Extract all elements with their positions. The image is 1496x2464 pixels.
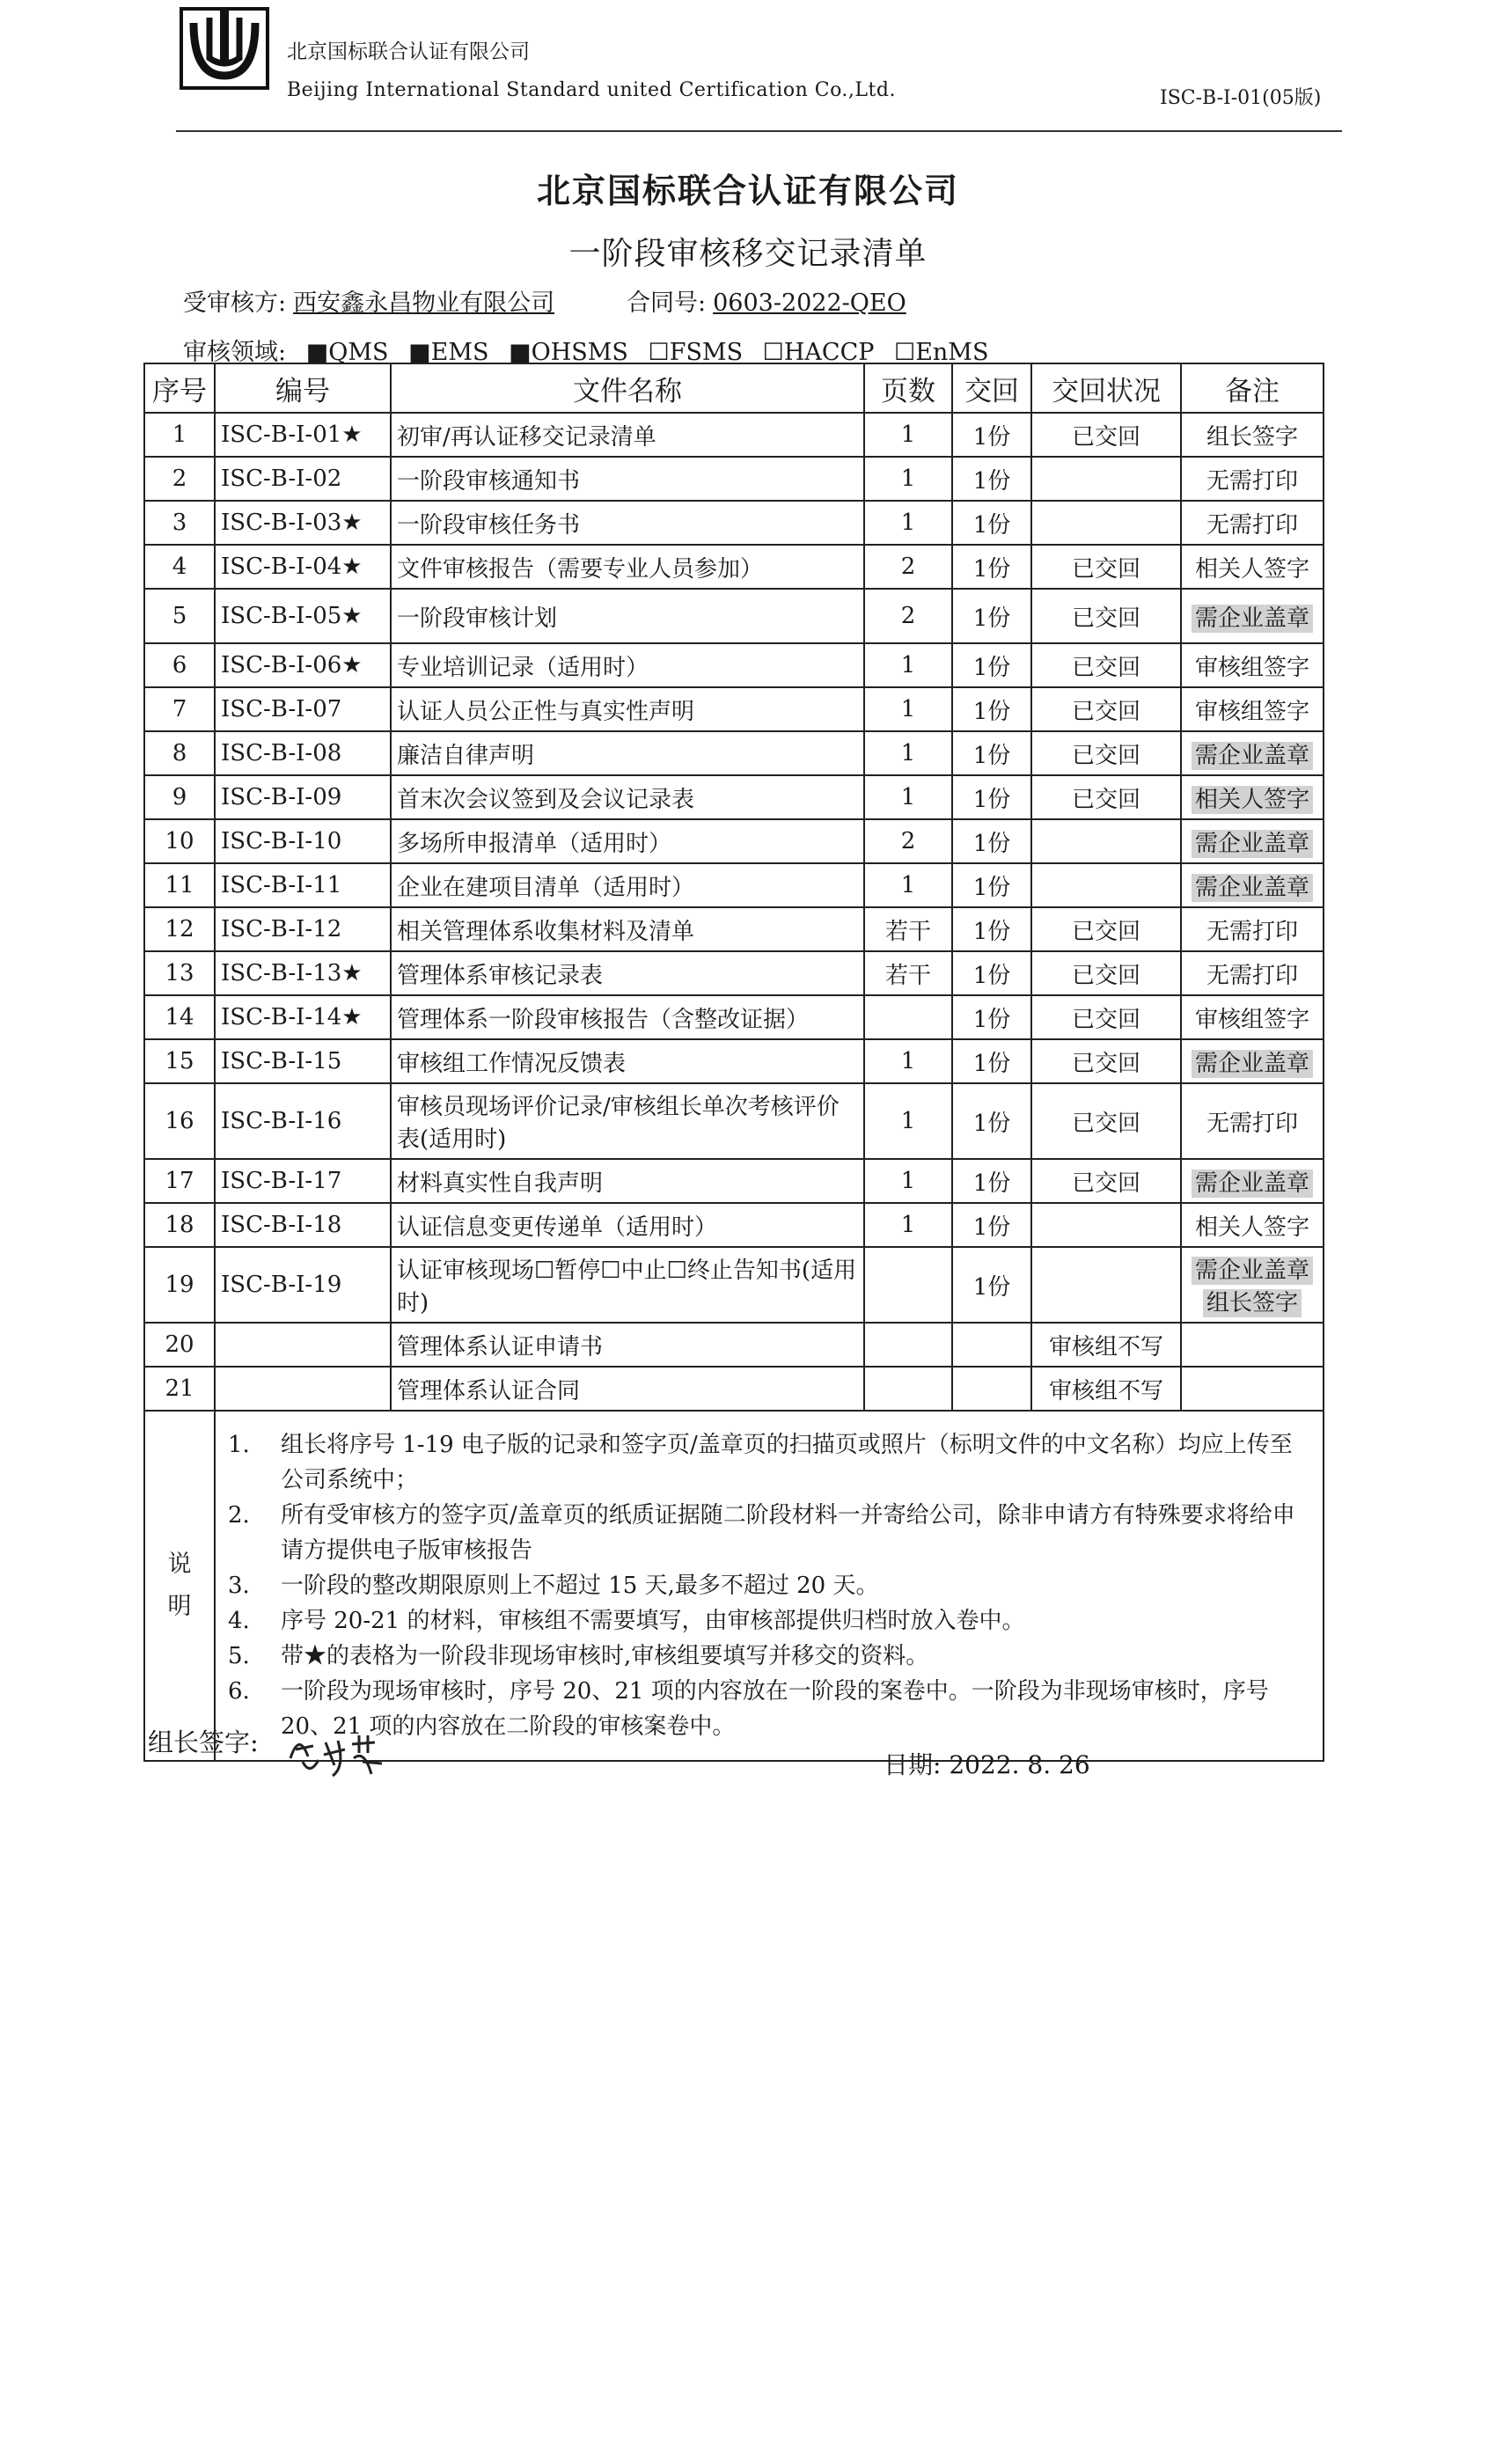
row-pages: 若干 [864, 907, 952, 951]
row-number: 14 [144, 995, 215, 1039]
row-file-name: 文件审核报告（需要专业人员参加） [391, 545, 864, 589]
date-field [884, 1746, 1090, 1781]
row-return [952, 1367, 1031, 1411]
note-item [228, 1568, 1310, 1603]
row-number: 21 [144, 1367, 215, 1411]
row-code: ISC-B-I-02 [215, 457, 391, 501]
row-remark [1181, 1247, 1324, 1323]
row-number: 18 [144, 1203, 215, 1247]
row-code [215, 1323, 391, 1367]
note-number: 4. [228, 1608, 250, 1634]
row-status: 已交回 [1031, 643, 1181, 687]
row-status: 审核组不写 [1031, 1323, 1181, 1367]
row-code: ISC-B-I-18 [215, 1203, 391, 1247]
row-code: ISC-B-I-06★ [215, 643, 391, 687]
domain-haccp: ☐HACCP [762, 339, 875, 366]
leader-sign-label: 组长签字: [148, 1727, 259, 1757]
note-number: 2. [228, 1502, 250, 1529]
note-text: 一阶段的整改期限原则上不超过 15 天,最多不超过 20 天。 [281, 1573, 879, 1599]
row-status [1031, 1247, 1181, 1323]
row-pages: 1 [864, 643, 952, 687]
row-remark [1181, 995, 1324, 1039]
row-code: ISC-B-I-14★ [215, 995, 391, 1039]
row-pages: 2 [864, 589, 952, 643]
row-file-name: 首末次会议签到及会议记录表 [391, 775, 864, 819]
row-file-name: 多场所申报清单（适用时） [391, 819, 864, 863]
note-text: 带★的表格为一阶段非现场审核时,审核组要填写并移交的资料。 [281, 1643, 929, 1669]
date-label: 日期: [884, 1750, 942, 1779]
row-pages: 1 [864, 501, 952, 545]
row-code: ISC-B-I-08 [215, 731, 391, 775]
row-remark [1181, 775, 1324, 819]
notes-label-char: 说 [167, 1551, 192, 1578]
note-text: 所有受审核方的签字页/盖章页的纸质证据随二阶段材料一并寄给公司，除非申请方有特殊要求将给申请方提供电子版审核报告 [281, 1502, 1295, 1564]
row-file-name: 认证审核现场☐暂停☐中止☐终止告知书(适用时) [391, 1247, 864, 1323]
row-code: ISC-B-I-05★ [215, 589, 391, 643]
table-row [144, 1083, 1324, 1159]
header-company-cn: 北京国标联合认证有限公司 [287, 40, 530, 63]
row-number: 17 [144, 1159, 215, 1203]
row-return: 1份 [952, 643, 1031, 687]
row-status: 已交回 [1031, 545, 1181, 589]
table-row [144, 687, 1324, 731]
row-pages: 1 [864, 863, 952, 907]
row-code: ISC-B-I-03★ [215, 501, 391, 545]
row-pages: 1 [864, 1159, 952, 1203]
row-code [215, 1367, 391, 1411]
domain-enms: ☐EnMS [894, 339, 989, 366]
row-return: 1份 [952, 413, 1031, 457]
table-row [144, 501, 1324, 545]
page-title-form: 一阶段审核移交记录清单 [568, 236, 928, 272]
row-code: ISC-B-I-12 [215, 907, 391, 951]
row-number: 11 [144, 863, 215, 907]
table-row [144, 1247, 1324, 1323]
table-row [144, 545, 1324, 589]
row-file-name: 认证人员公正性与真实性声明 [391, 687, 864, 731]
note-text: 一阶段为现场审核时，序号 20、21 项的内容放在一阶段的案卷中。一阶段为非现场审核时，序号 20、21 项的内容放在二阶段的审核案卷中。 [281, 1678, 1269, 1740]
row-remark [1181, 1323, 1324, 1367]
row-code: ISC-B-I-04★ [215, 545, 391, 589]
col-header-name: 文件名称 [391, 363, 864, 413]
remark-text: 审核组签字 [1194, 654, 1309, 681]
row-number: 12 [144, 907, 215, 951]
col-header-status: 交回状况 [1031, 363, 1181, 413]
row-status [1031, 819, 1181, 863]
contract-value: 0603-2022-QEO [713, 290, 906, 317]
row-file-name: 材料真实性自我声明 [391, 1159, 864, 1203]
row-pages: 1 [864, 731, 952, 775]
remark-text: 组长签字 [1206, 423, 1298, 451]
row-return: 1份 [952, 907, 1031, 951]
header-divider [176, 130, 1342, 132]
row-code: ISC-B-I-10 [215, 819, 391, 863]
row-status: 已交回 [1031, 1083, 1181, 1159]
row-number: 15 [144, 1039, 215, 1083]
note-item [228, 1498, 1310, 1568]
row-return: 1份 [952, 501, 1031, 545]
row-pages: 1 [864, 1203, 952, 1247]
note-number: 3. [228, 1573, 250, 1599]
row-file-name: 管理体系一阶段审核报告（含整改证据） [391, 995, 864, 1039]
table-header-row [144, 363, 1324, 413]
row-status: 已交回 [1031, 775, 1181, 819]
row-file-name: 初审/再认证移交记录清单 [391, 413, 864, 457]
table-row [144, 1203, 1324, 1247]
row-return: 1份 [952, 995, 1031, 1039]
row-file-name: 廉洁自律声明 [391, 731, 864, 775]
notes-content [215, 1411, 1324, 1761]
page-title-company: 北京国标联合认证有限公司 [536, 172, 959, 210]
row-remark [1181, 1159, 1324, 1203]
domain-ohsms: ■OHSMS [509, 339, 628, 366]
header-company-en: Beijing International Standard united Certification Co.,Ltd. [287, 79, 896, 101]
table-row [144, 863, 1324, 907]
company-logo-icon [176, 5, 273, 92]
row-remark [1181, 643, 1324, 687]
col-header-pages: 页数 [864, 363, 952, 413]
row-number: 9 [144, 775, 215, 819]
row-code: ISC-B-I-07 [215, 687, 391, 731]
row-pages: 2 [864, 819, 952, 863]
row-status: 已交回 [1031, 907, 1181, 951]
note-item [228, 1603, 1310, 1639]
row-return: 1份 [952, 863, 1031, 907]
row-number: 10 [144, 819, 215, 863]
contract-label: 合同号: [627, 290, 707, 317]
row-number: 7 [144, 687, 215, 731]
row-remark [1181, 863, 1324, 907]
row-return: 1份 [952, 1039, 1031, 1083]
note-text: 序号 20-21 的材料，审核组不需要填写，由审核部提供归档时放入卷中。 [281, 1608, 1025, 1634]
row-remark [1181, 907, 1324, 951]
row-code: ISC-B-I-11 [215, 863, 391, 907]
row-file-name: 管理体系认证合同 [391, 1367, 864, 1411]
row-number: 16 [144, 1083, 215, 1159]
auditee-label: 受审核方: [183, 290, 287, 317]
row-return: 1份 [952, 457, 1031, 501]
row-remark [1181, 731, 1324, 775]
remark-text: 需企业盖章 [1192, 874, 1313, 902]
row-file-name: 管理体系审核记录表 [391, 951, 864, 995]
note-number: 6. [228, 1678, 250, 1705]
row-remark [1181, 545, 1324, 589]
row-number: 19 [144, 1247, 215, 1323]
row-code: ISC-B-I-19 [215, 1247, 391, 1323]
table-row [144, 951, 1324, 995]
row-number: 3 [144, 501, 215, 545]
row-status: 已交回 [1031, 1039, 1181, 1083]
table-row [144, 1323, 1324, 1367]
row-code: ISC-B-I-13★ [215, 951, 391, 995]
row-status: 已交回 [1031, 995, 1181, 1039]
table-row [144, 775, 1324, 819]
row-file-name: 管理体系认证申请书 [391, 1323, 864, 1367]
row-number: 2 [144, 457, 215, 501]
row-pages: 2 [864, 545, 952, 589]
col-header-no: 序号 [144, 363, 215, 413]
row-code: ISC-B-I-09 [215, 775, 391, 819]
table-row [144, 907, 1324, 951]
remark-text: 需企业盖章 [1192, 1257, 1313, 1285]
remark-text: 相关人签字 [1194, 555, 1309, 583]
row-number: 1 [144, 413, 215, 457]
row-code: ISC-B-I-15 [215, 1039, 391, 1083]
row-remark [1181, 1203, 1324, 1247]
row-return: 1份 [952, 951, 1031, 995]
row-status: 已交回 [1031, 1159, 1181, 1203]
note-item [228, 1427, 1310, 1498]
row-pages: 若干 [864, 951, 952, 995]
row-code: ISC-B-I-16 [215, 1083, 391, 1159]
auditee-value: 西安鑫永昌物业有限公司 [293, 290, 555, 317]
row-status: 已交回 [1031, 413, 1181, 457]
table-row [144, 1367, 1324, 1411]
table-row [144, 643, 1324, 687]
row-return: 1份 [952, 1203, 1031, 1247]
row-remark [1181, 1083, 1324, 1159]
table-row [144, 1159, 1324, 1203]
remark-text: 审核组签字 [1194, 1006, 1309, 1033]
handover-table [143, 363, 1324, 1762]
table-row [144, 413, 1324, 457]
row-return: 1份 [952, 589, 1031, 643]
row-file-name: 企业在建项目清单（适用时） [391, 863, 864, 907]
remark-text: 需企业盖章 [1192, 830, 1313, 858]
table-row [144, 589, 1324, 643]
row-pages: 1 [864, 1083, 952, 1159]
row-file-name: 专业培训记录（适用时） [391, 643, 864, 687]
remark-text: 无需打印 [1206, 1110, 1298, 1137]
row-status [1031, 1203, 1181, 1247]
row-remark [1181, 1039, 1324, 1083]
row-status: 已交回 [1031, 589, 1181, 643]
note-number: 5. [228, 1643, 250, 1669]
table-row [144, 819, 1324, 863]
row-status: 已交回 [1031, 951, 1181, 995]
row-return: 1份 [952, 731, 1031, 775]
leader-signature-icon [283, 1723, 389, 1785]
note-item [228, 1674, 1310, 1744]
remark-text: 审核组签字 [1194, 698, 1309, 725]
remark-text: 需企业盖章 [1192, 605, 1313, 633]
domain-qms: ■QMS [305, 339, 389, 366]
table-row [144, 1039, 1324, 1083]
row-pages: 1 [864, 413, 952, 457]
row-remark [1181, 951, 1324, 995]
doc-code: ISC-B-I-01(05版) [1160, 87, 1322, 109]
row-pages: 1 [864, 687, 952, 731]
remark-text: 无需打印 [1206, 962, 1298, 989]
note-item [228, 1639, 1310, 1674]
row-status: 已交回 [1031, 731, 1181, 775]
row-return: 1份 [952, 1247, 1031, 1323]
notes-row [144, 1411, 1324, 1761]
row-pages: 1 [864, 457, 952, 501]
row-code: ISC-B-I-01★ [215, 413, 391, 457]
row-code: ISC-B-I-17 [215, 1159, 391, 1203]
remark-text: 无需打印 [1206, 467, 1298, 495]
table-row [144, 995, 1324, 1039]
row-number: 6 [144, 643, 215, 687]
remark-text: 无需打印 [1206, 918, 1298, 945]
row-number: 8 [144, 731, 215, 775]
row-file-name: 认证信息变更传递单（适用时） [391, 1203, 864, 1247]
date-value: 2022. 8. 26 [949, 1750, 1090, 1779]
domain-ems: ■EMS [408, 339, 489, 366]
row-pages: 1 [864, 1039, 952, 1083]
auditee-field [183, 283, 561, 318]
row-return: 1份 [952, 775, 1031, 819]
row-status: 已交回 [1031, 687, 1181, 731]
remark-text: 相关人签字 [1192, 786, 1313, 814]
table-row [144, 457, 1324, 501]
row-pages [864, 995, 952, 1039]
notes-label-char: 明 [167, 1593, 192, 1620]
row-remark [1181, 501, 1324, 545]
row-remark [1181, 1367, 1324, 1411]
row-status [1031, 457, 1181, 501]
remark-text: 需企业盖章 [1192, 1170, 1313, 1198]
row-remark [1181, 457, 1324, 501]
notes-list [221, 1424, 1317, 1748]
remark-text: 需企业盖章 [1192, 742, 1313, 770]
row-pages: 1 [864, 775, 952, 819]
row-return: 1份 [952, 1083, 1031, 1159]
remark-text-2: 组长签字 [1203, 1289, 1302, 1317]
row-pages [864, 1367, 952, 1411]
row-remark [1181, 589, 1324, 643]
row-status: 审核组不写 [1031, 1367, 1181, 1411]
row-status [1031, 863, 1181, 907]
row-file-name: 审核组工作情况反馈表 [391, 1039, 864, 1083]
table-row [144, 731, 1324, 775]
row-file-name: 相关管理体系收集材料及清单 [391, 907, 864, 951]
domain-fsms: ☐FSMS [648, 339, 744, 366]
row-file-name: 一阶段审核通知书 [391, 457, 864, 501]
row-remark [1181, 819, 1324, 863]
row-pages [864, 1247, 952, 1323]
note-number: 1. [228, 1432, 250, 1458]
row-return: 1份 [952, 545, 1031, 589]
row-return: 1份 [952, 1159, 1031, 1203]
row-return: 1份 [952, 687, 1031, 731]
row-pages [864, 1323, 952, 1367]
notes-label [144, 1411, 215, 1761]
row-number: 4 [144, 545, 215, 589]
remark-text: 需企业盖章 [1192, 1050, 1313, 1078]
row-number: 5 [144, 589, 215, 643]
row-number: 20 [144, 1323, 215, 1367]
contract-field [627, 283, 913, 318]
col-header-code: 编号 [215, 363, 391, 413]
col-header-remark: 备注 [1181, 363, 1324, 413]
row-remark [1181, 413, 1324, 457]
domain-label: 审核领域: [183, 339, 287, 366]
col-header-return: 交回 [952, 363, 1031, 413]
remark-text: 无需打印 [1206, 511, 1298, 539]
row-file-name: 一阶段审核任务书 [391, 501, 864, 545]
row-file-name: 审核员现场评价记录/审核组长单次考核评价表(适用时) [391, 1083, 864, 1159]
row-status [1031, 501, 1181, 545]
row-number: 13 [144, 951, 215, 995]
remark-text: 相关人签字 [1194, 1214, 1309, 1241]
row-file-name: 一阶段审核计划 [391, 589, 864, 643]
note-text: 组长将序号 1-19 电子版的记录和签字页/盖章页的扫描页或照片（标明文件的中文名称）均应上传至公司系统中； [281, 1432, 1293, 1493]
row-return: 1份 [952, 819, 1031, 863]
row-return [952, 1323, 1031, 1367]
row-remark [1181, 687, 1324, 731]
